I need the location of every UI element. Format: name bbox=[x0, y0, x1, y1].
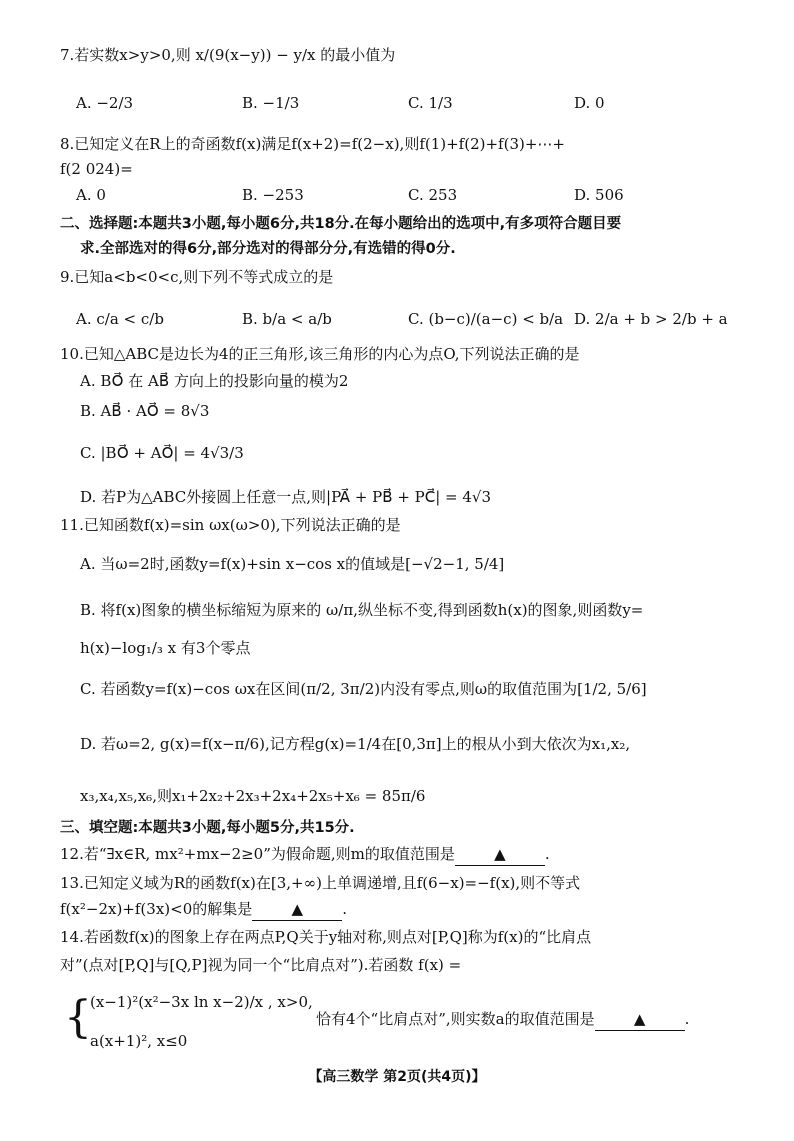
q8-option-b: B. −253 bbox=[242, 186, 304, 204]
q8-stem-line2: f(2 024)= bbox=[60, 160, 133, 178]
q13-line2-row bbox=[60, 898, 754, 921]
q7-option-b: B. −1/3 bbox=[242, 94, 300, 112]
q11-option-c: C. 若函数y=f(x)−cos ωx在区间(π/2, 3π/2)内没有零点,则ω的取值范围为[1/2, 5/6] bbox=[80, 680, 647, 698]
q11-option-d-line1: D. 若ω=2, g(x)=f(x−π/6),记方程g(x)=1/4在[0,3π]上的根从小到大依次为x₁,x₂, bbox=[80, 735, 631, 753]
q14-line2: 对”(点对[P,Q]与[Q,P]视为同一个“比肩点对”).若函数 f(x) = bbox=[60, 956, 462, 974]
q8-option-c: C. 253 bbox=[408, 186, 458, 204]
q11-option-d-line2: x₃,x₄,x₅,x₆,则x₁+2x₂+2x₃+2x₄+2x₅+x₆ = 85π/6 bbox=[80, 787, 426, 805]
q10-option-d: D. 若P为△ABC外接圆上任意一点,则|PA⃗ + PB⃗ + PC⃗| = 4√3 bbox=[80, 488, 492, 506]
q14-piecewise-brace: { bbox=[64, 992, 92, 1043]
q10-option-b: B. AB⃗ · AO⃗ = 8√3 bbox=[80, 402, 210, 420]
q8-stem-line1: 8.已知定义在R上的奇函数f(x)满足f(x+2)=f(2−x),则f(1)+f(2)+f(3)+⋯+ bbox=[60, 135, 565, 153]
q9-stem: 9.已知a<b<0<c,则下列不等式成立的是 bbox=[60, 268, 334, 286]
q14-case2: a(x+1)², x≤0 bbox=[90, 1032, 188, 1050]
q10-option-c: C. |BO⃗ + AO⃗| = 4√3/3 bbox=[80, 444, 244, 462]
q8-option-a: A. 0 bbox=[76, 186, 106, 204]
q13-line1: 13.已知定义域为R的函数f(x)在[3,+∞)上单调递增,且f(6−x)=−f(x),则不等式 bbox=[60, 874, 581, 892]
q12-line bbox=[60, 843, 754, 866]
q7-option-a: A. −2/3 bbox=[76, 94, 134, 112]
q7-option-d: D. 0 bbox=[574, 94, 605, 112]
q10-stem: 10.已知△ABC是边长为4的正三角形,该三角形的内心为点O,下列说法正确的是 bbox=[60, 345, 580, 363]
q14-end: . bbox=[684, 1010, 690, 1028]
q13-end: . bbox=[342, 900, 348, 918]
q11-option-a: A. 当ω=2时,函数y=f(x)+sin x−cos x的值域是[−√2−1, 5/4] bbox=[80, 555, 505, 573]
q13-answer-blank[interactable]: ▲ bbox=[252, 898, 342, 921]
q14-line1: 14.若函数f(x)的图象上存在两点P,Q关于y轴对称,则点对[P,Q]称为f(x)的“比肩点 bbox=[60, 928, 592, 946]
q14-answer-blank[interactable]: ▲ bbox=[595, 1008, 685, 1031]
q9-option-b: B. b/a < a/b bbox=[242, 310, 332, 328]
q14-tail: 恰有4个“比肩点对”,则实数a的取值范围是 bbox=[316, 1010, 595, 1028]
q11-stem: 11.已知函数f(x)=sin ωx(ω>0),下列说法正确的是 bbox=[60, 516, 401, 534]
q7-stem: 7.若实数x>y>0,则 x/(9(x−y)) − y/x 的最小值为 bbox=[60, 46, 396, 64]
q13-line2: f(x²−2x)+f(3x)<0的解集是 bbox=[60, 900, 253, 918]
page-footer: 【高三数学 第2页(共4页)】 bbox=[308, 1069, 486, 1085]
section2-heading-line2: 求.全部选对的得6分,部分选对的得部分分,有选错的得0分. bbox=[80, 241, 456, 257]
q9-option-d: D. 2/a + b > 2/b + a bbox=[574, 310, 728, 328]
q12-answer-blank[interactable]: ▲ bbox=[455, 843, 545, 866]
q14-tail-row bbox=[316, 1008, 754, 1031]
q12-end: . bbox=[544, 845, 550, 863]
q9-option-a: A. c/a < c/b bbox=[76, 310, 164, 328]
q8-option-d: D. 506 bbox=[574, 186, 624, 204]
q9-option-c: C. (b−c)/(a−c) < b/a bbox=[408, 310, 564, 328]
section3-heading: 三、填空题:本题共3小题,每小题5分,共15分. bbox=[60, 820, 355, 836]
q10-option-a: A. BO⃗ 在 AB⃗ 方向上的投影向量的模为2 bbox=[80, 372, 349, 390]
q11-option-b-line2: h(x)−log₁/₃ x 有3个零点 bbox=[80, 639, 251, 657]
q14-case1: (x−1)²(x²−3x ln x−2)/x , x>0, bbox=[90, 993, 313, 1011]
q12-stem: 12.若“∃x∈R, mx²+mx−2≥0”为假命题,则m的取值范围是 bbox=[60, 845, 455, 863]
section2-heading-line1: 二、选择题:本题共3小题,每小题6分,共18分.在每小题给出的选项中,有多项符合题目要 bbox=[60, 216, 622, 232]
q7-option-c: C. 1/3 bbox=[408, 94, 453, 112]
q11-option-b-line1: B. 将f(x)图象的横坐标缩短为原来的 ω/π,纵坐标不变,得到函数h(x)的图象,则函数y= bbox=[80, 601, 644, 619]
